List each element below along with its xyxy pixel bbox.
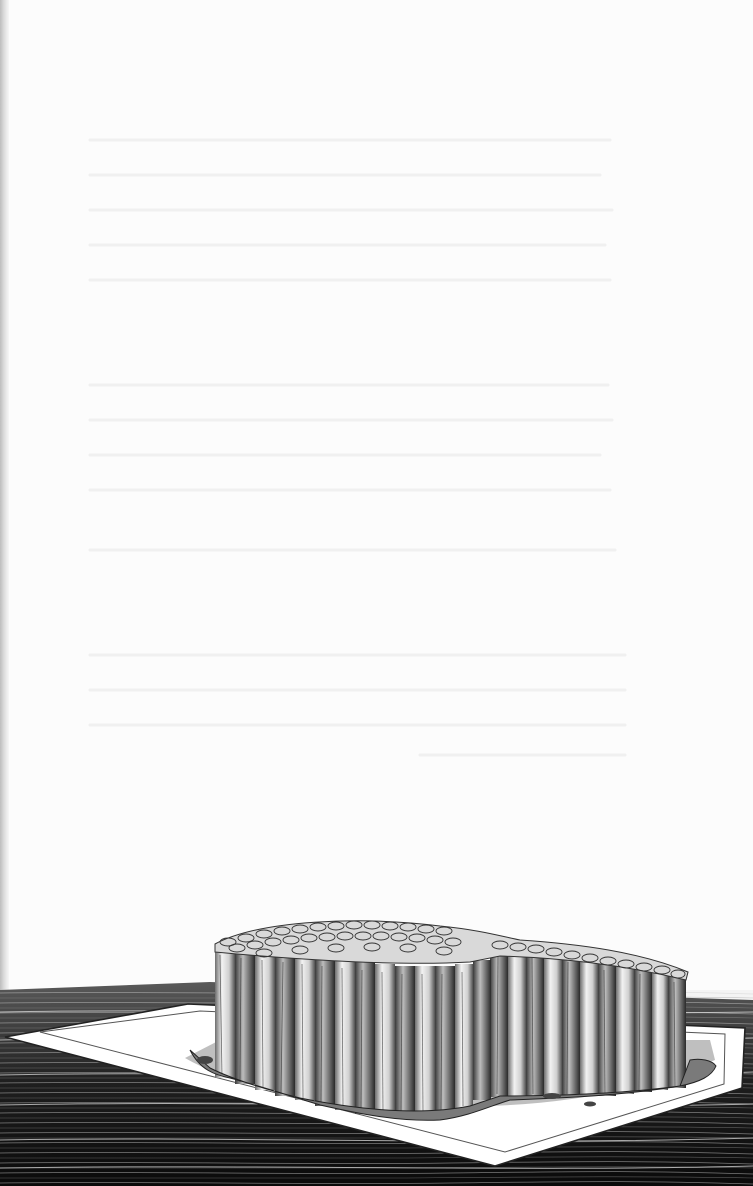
honeycomb-illustration: [0, 900, 753, 1186]
